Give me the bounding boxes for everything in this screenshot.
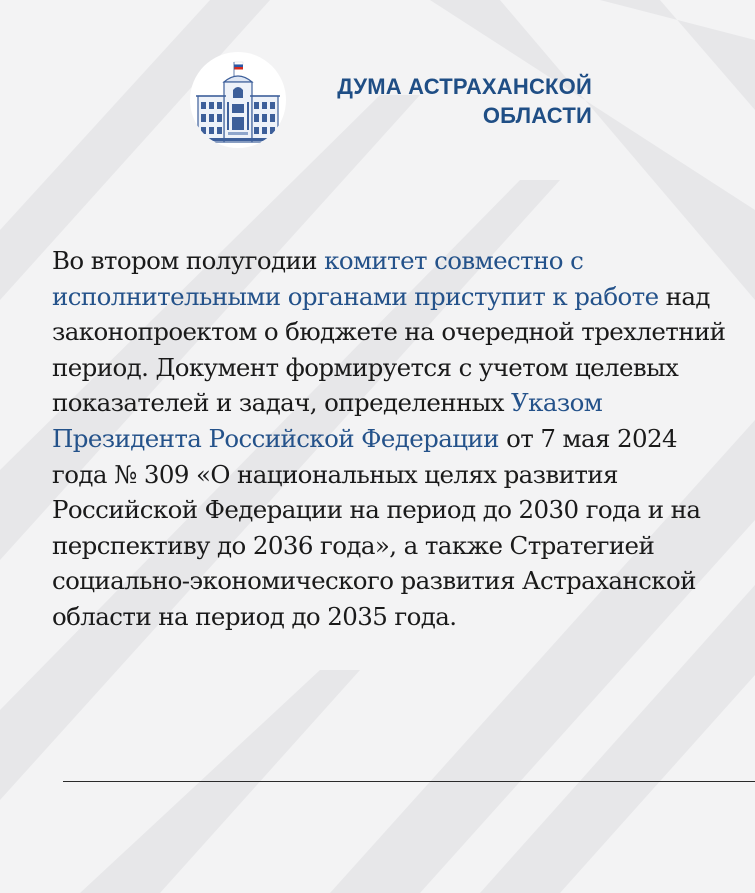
organization-name — [302, 72, 592, 130]
header — [190, 52, 610, 152]
text-segment: Во втором полугодии — [52, 246, 325, 275]
highlighted-phrase-committee: комитет совместно с исполнительными органами приступит к работе — [52, 246, 659, 311]
org-name-line-2: ОБЛАСТИ — [482, 103, 592, 128]
article-paragraph — [52, 243, 732, 635]
org-name-line-1: ДУМА АСТРАХАНСКОЙ — [337, 74, 592, 99]
duma-building-emblem-icon — [190, 52, 286, 148]
highlighted-phrase-presidential-decree: Указом Президента Российской Федерации — [52, 388, 603, 453]
text-segment: от 7 мая 2024 года № 309 «О национальных целях развития Российской Федерации на период до 2030 года и на перспективу до 2036 года», а также Стратегией социально-экономического развития Астраханской области на период до 2035 года. — [52, 423, 701, 631]
divider-line — [63, 781, 755, 782]
text-segment: над законопроектом о бюджете на очередной трехлетний период. Документ формируется с учетом целевых показателей и задач, определенных — [52, 281, 726, 418]
